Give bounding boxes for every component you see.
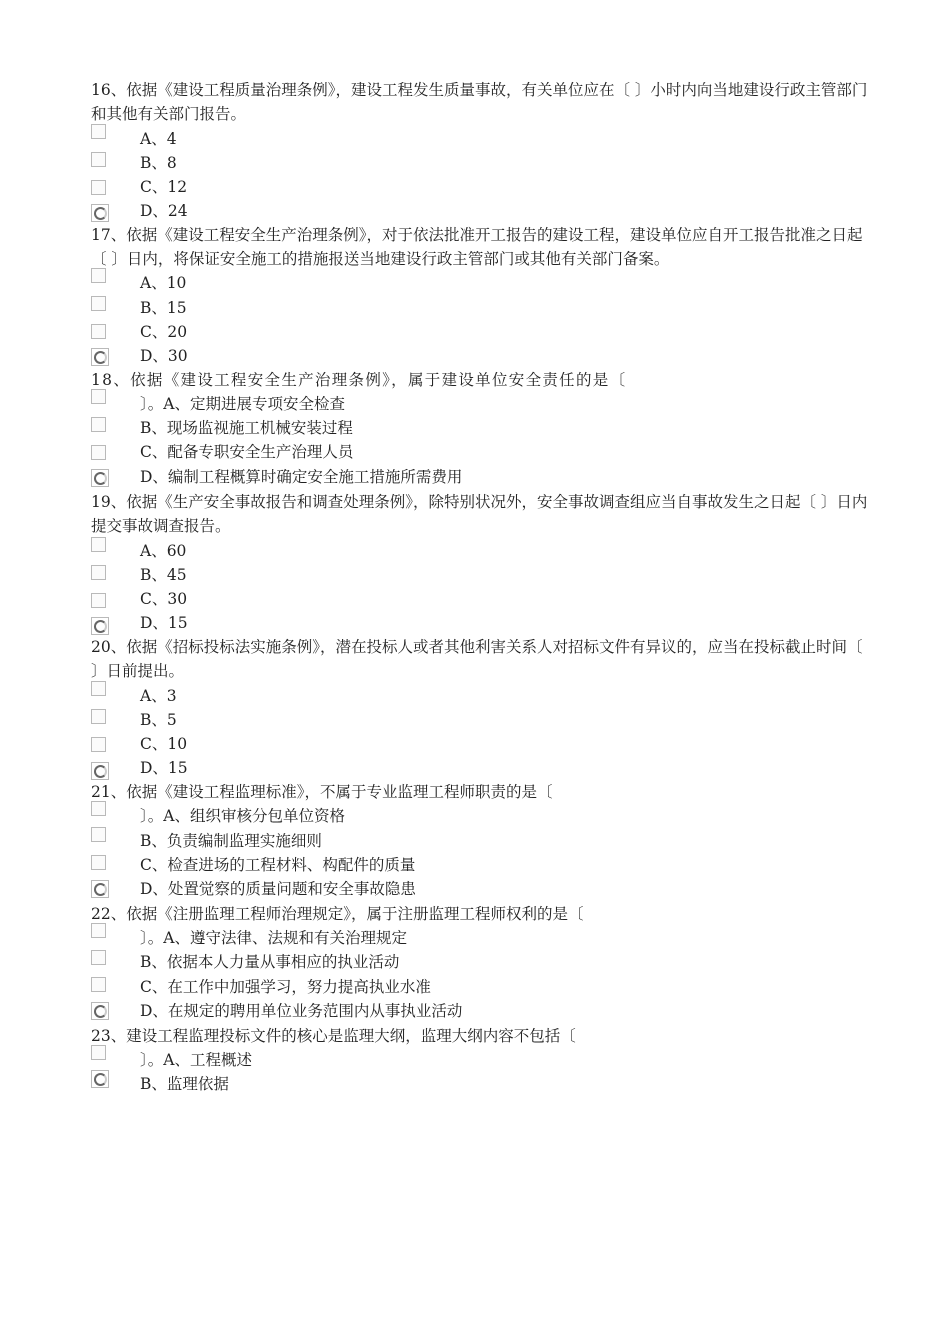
option-checkbox[interactable] [91,417,106,432]
option-checkbox[interactable] [91,977,106,992]
option-label: D、30 [140,347,188,365]
option-label: C、20 [140,323,188,341]
option-checkbox[interactable] [91,827,106,842]
radio-icon[interactable] [91,880,109,898]
option-label: 〕。A、组织审核分包单位资格 [140,807,345,825]
option-label: B、45 [140,566,187,584]
option-checkbox[interactable] [91,268,106,283]
option-checkbox[interactable] [91,593,106,608]
option-checkbox[interactable] [91,124,106,139]
option-checkbox[interactable] [91,537,106,552]
option-label: C、12 [140,178,188,196]
radio-icon[interactable] [91,204,109,222]
option-label: 〕。A、定期进展专项安全检查 [140,395,345,413]
radio-icon[interactable] [91,1070,109,1088]
option-label: B、现场监视施工机械安装过程 [140,419,353,437]
option-label: A、4 [140,130,177,148]
radio-icon[interactable] [91,762,109,780]
option-label: B、负责编制监理实施细则 [140,832,322,850]
option-label: D、在规定的聘用单位业务范围内从事执业活动 [140,1002,463,1020]
radio-icon[interactable] [91,617,109,635]
option-label: 〕。A、遵守法律、法规和有关治理规定 [140,929,407,947]
option-label: B、5 [140,711,177,729]
option-checkbox[interactable] [91,152,106,167]
option-label: D、15 [140,614,188,632]
option-label: D、24 [140,202,188,220]
option-label: A、60 [140,542,187,560]
option-label: A、10 [140,274,187,292]
option-checkbox[interactable] [91,681,106,696]
radio-icon[interactable] [91,469,109,487]
option-label: 〕。A、工程概述 [140,1051,252,1069]
option-label: B、监理依据 [140,1075,229,1093]
question-text: 16、依据《建设工程质量治理条例》，建设工程发生质量事故，有关单位应在〔 〕小时内向当地建设行政主管部门和其他有关部门报告。 [91,81,868,123]
option-label: A、3 [140,687,177,705]
option-label: B、依据本人力量从事相应的执业活动 [140,953,400,971]
option-checkbox[interactable] [91,737,106,752]
option-label: C、在工作中加强学习，努力提高执业水准 [140,978,431,996]
option-label: D、15 [140,759,188,777]
option-label: B、15 [140,299,187,317]
option-label: D、处置觉察的质量问题和安全事故隐患 [140,880,416,898]
option-checkbox[interactable] [91,389,106,404]
question-text: 21、依据《建设工程监理标准》，不属于专业监理工程师职责的是〔 [91,783,553,801]
question-text: 22、依据《注册监理工程师治理规定》，属于注册监理工程师权利的是〔 [91,905,584,923]
option-checkbox[interactable] [91,324,106,339]
radio-icon[interactable] [91,348,109,366]
option-label: C、检查进场的工程材料、构配件的质量 [140,856,416,874]
option-checkbox[interactable] [91,180,106,195]
option-checkbox[interactable] [91,296,106,311]
question-text: 17、依据《建设工程安全生产治理条例》，对于依法批准开工报告的建设工程，建设单位应自开工报告批准之日起〔 〕日内，将保证安全施工的措施报送当地建设行政主管部门或其他有关部门备案。 [91,226,863,268]
option-label: C、10 [140,735,188,753]
question-text: 20、依据《招标投标法实施条例》，潜在投标人或者其他利害关系人对招标文件有异议的，应当在投标截止时间〔 〕日前提出。 [91,638,863,680]
option-checkbox[interactable] [91,923,106,938]
option-label: B、8 [140,154,177,172]
option-checkbox[interactable] [91,950,106,965]
option-label: C、30 [140,590,188,608]
question-text: 19、依据《生产安全事故报告和调查处理条例》，除特别状况外，安全事故调查组应当自事故发生之日起〔 〕日内提交事故调查报告。 [91,493,868,535]
option-checkbox[interactable] [91,1045,106,1060]
option-checkbox[interactable] [91,709,106,724]
option-label: C、配备专职安全生产治理人员 [140,443,354,461]
option-checkbox[interactable] [91,855,106,870]
radio-icon[interactable] [91,1002,109,1020]
question-text: 18、依据《建设工程安全生产治理条例》，属于建设单位安全责任的是〔 [91,371,627,389]
question-text: 23、建设工程监理投标文件的核心是监理大纲，监理大纲内容不包括〔 [91,1027,576,1045]
option-checkbox[interactable] [91,565,106,580]
option-checkbox[interactable] [91,445,106,460]
option-checkbox[interactable] [91,801,106,816]
option-label: D、编制工程概算时确定安全施工措施所需费用 [140,468,463,486]
